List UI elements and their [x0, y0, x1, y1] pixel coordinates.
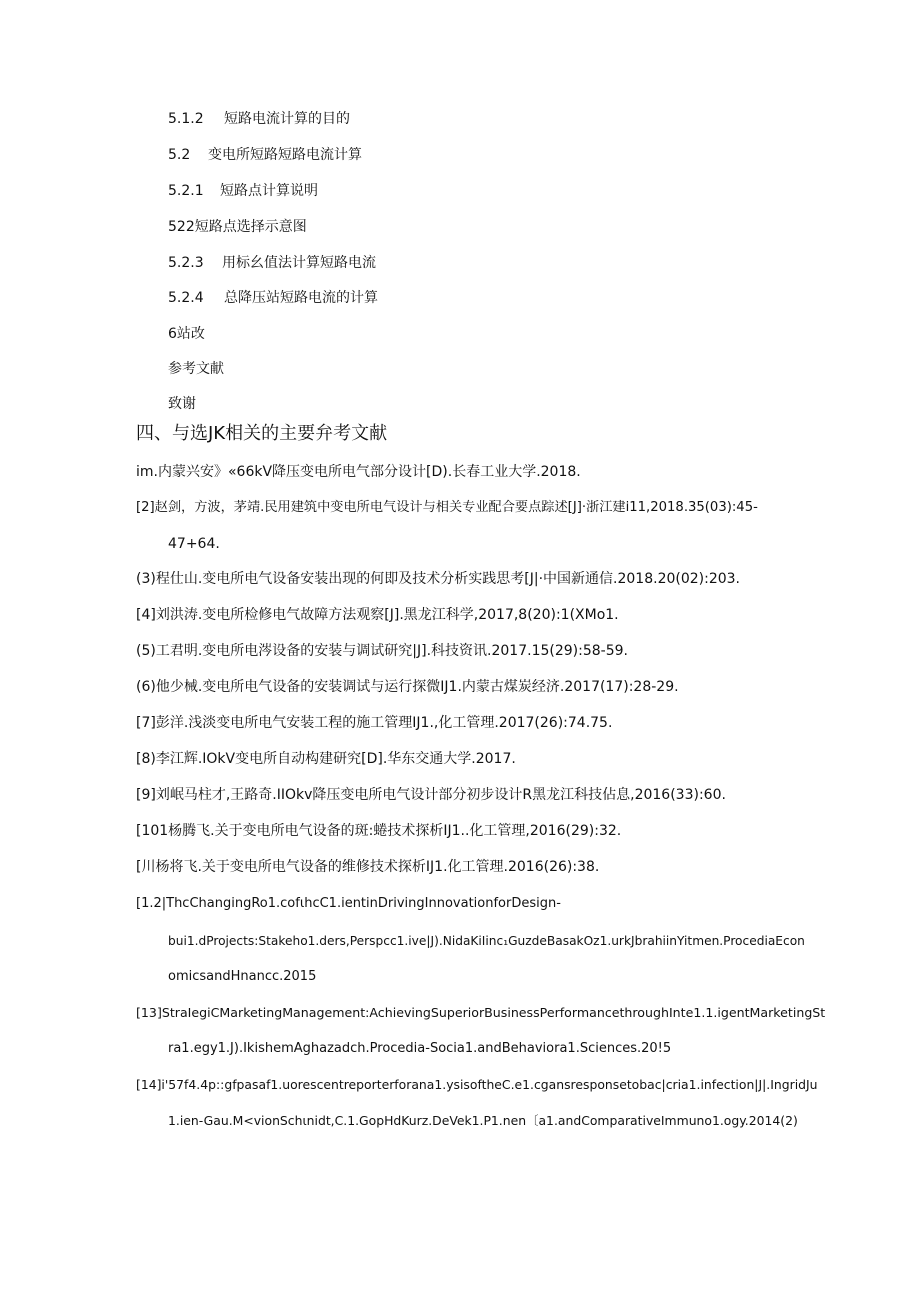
reference-line: omicsandHnancc.2015 [168, 969, 317, 984]
toc-title: 短路点计算说明 [220, 183, 318, 199]
reference-line: [9]刘岷马柱才,王路奇.IIOkv降压变电所电气设计部分初步设计R黑龙江科技佔息,2016(33):60. [136, 787, 726, 803]
reference-line: [101杨腾飞.关于变电所电气设备的斑:蜷技术探析IJ1..化工管理,2016(29):32. [136, 823, 622, 839]
reference-line: [2]赵剑，方波，茅靖.民用建筑中变电所电气设计与相关专业配合要点踪述[J]·浙江建i11,2018.35(03):45- [136, 500, 758, 515]
toc-title: 总降压站短路电流的计算 [224, 290, 378, 306]
reference-line: 1.ien-Gau.M<vionSchιnidt,C.1.GopHdKurz.DeVek1.P1.nen〔a1.andComparativeImmuno1.ogy.2014(2) [168, 1113, 798, 1128]
toc-item [168, 110, 350, 128]
toc-item [168, 218, 307, 236]
toc-number: 5.2.4 [168, 290, 204, 306]
toc-item [168, 146, 362, 164]
reference-line: bui1.dProjects:Stakeho1.ders,Perspcc1.ive|J).NidaKiIinc₁GuzdeBasakOz1.urkJbrahiinYitmen.ProcediaEcon [168, 934, 805, 948]
toc-item [168, 395, 196, 413]
toc-title: 变电所短路短路电流计算 [208, 147, 362, 163]
reference-line: ra1.egy1.J).IkishemAghazadch.Procedia-Socia1.andBehaviora1.Sciences.20!5 [168, 1041, 672, 1056]
reference-line: [1.2|ThcChangingRo1.cofιhcC1.ientinDrivingInnovationforDesign- [136, 896, 561, 911]
reference-line: [13]StraIegiCMarketingManagement:AchievingSuperiorBusinessPerformancethroughInte1.1.igentMarketingSt [136, 1005, 826, 1020]
toc-title: 短路电流计算的目的 [224, 111, 350, 127]
toc-title: 致谢 [168, 396, 196, 412]
toc-title: 参考文献 [168, 361, 224, 377]
reference-line: (3)程仕山.变电所电气设备安装出现的何即及技术分析实践思考[J|·中国新通信.2018.20(02):203. [136, 571, 741, 587]
toc-number: 5.2.3 [168, 255, 204, 271]
toc-item [168, 182, 318, 200]
toc-title: 6站改 [168, 326, 205, 342]
reference-line: [7]彭洋.浅淡变电所电气安装工程的施工管理IJ1.,化工管理.2017(26):74.75. [136, 715, 613, 731]
toc-item [168, 325, 205, 343]
toc-item [168, 289, 378, 307]
reference-line: [14]i'57f4.4p::gfpasaf1.uorescentreporterforana1.ysisoftheC.e1.cgansresponsetobac|cria1.infection|J|.IngridJu [136, 1077, 818, 1092]
reference-line: [8)李江辉.IOkV变电所自动构建研究[D].华东交通大学.2017. [136, 751, 516, 767]
toc-number: 5.2.1 [168, 183, 204, 199]
toc-title: 522短路点选择示意图 [168, 219, 307, 235]
toc-number: 5.1.2 [168, 111, 204, 127]
reference-line: 47+64. [168, 536, 220, 552]
reference-line: (6)他少械.变电所电气设备的安装调试与运行探微IJ1.内蒙古煤炭经济.2017(17):28-29. [136, 679, 679, 695]
reference-line: [4]刘洪涛.变电所检修电气故障方法观察[J].黑龙江科学,2017,8(20):1(XMo1. [136, 607, 619, 623]
toc-item [168, 360, 224, 378]
toc-title: 用标幺值法计算短路电流 [222, 255, 376, 271]
toc-number: 5.2 [168, 147, 191, 163]
reference-line: (5)工君明.变电所电涔设备的安装与调试研究|J].科技资讯.2017.15(29):58-59. [136, 643, 628, 659]
section-heading: 四、与选JK相关的主要弁考文献 [136, 423, 388, 444]
toc-item [168, 254, 376, 272]
reference-line: im.内蒙兴安》«66kV降压变电所电气部分设计[D).长春工业大学.2018. [136, 464, 581, 480]
reference-line: [川杨将飞.关于变电所电气设备的维修技术探析IJ1.化工管理.2016(26):38. [136, 859, 600, 875]
